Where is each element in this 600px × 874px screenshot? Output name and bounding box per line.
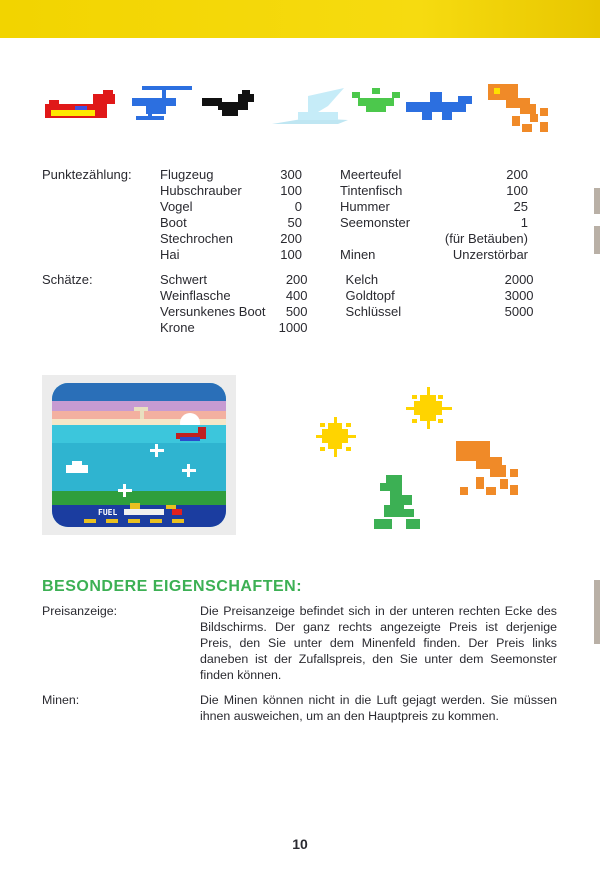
item-name: Hummer (340, 199, 390, 214)
item-points: 1 (520, 215, 528, 230)
item-points: (für Betäuben) (444, 231, 528, 246)
page-edge (594, 580, 600, 644)
item-points: 300 (280, 167, 302, 182)
game-screenshot (42, 375, 236, 535)
item-points: 3000 (504, 288, 534, 303)
item-points: 5000 (504, 304, 534, 319)
sun-icon (316, 417, 356, 457)
scoring-table (42, 167, 528, 263)
item-name: Vogel (160, 199, 193, 214)
table-row (42, 288, 534, 304)
anglerfish-icon (456, 441, 518, 495)
anglerfish-icon (486, 84, 552, 134)
feature-price-display (42, 603, 557, 683)
table-row (42, 231, 528, 247)
table-row (42, 199, 528, 215)
item-points: 25 (513, 199, 528, 214)
page-edge (594, 226, 600, 254)
sun-icon (406, 387, 452, 429)
feature-text: Die Preisanzeige befindet sich in der unteren rechten Ecke des Bildschirms. Der ganz rechts angezeigte Preis ist derjenige Preis, den Sie unter dem Minenfeld finden. Der Preis links daneben ist der Zufallspreis, den Sie unter dem Seemonster finden können. (200, 604, 557, 682)
section-label (42, 215, 160, 231)
section-label: Punktezählung: (42, 167, 132, 182)
features-heading: BESONDERE EIGENSCHAFTEN: (42, 578, 303, 595)
fuel-label: FUEL (98, 508, 118, 517)
column-gap (308, 320, 346, 336)
section-label (42, 320, 160, 336)
table-row (42, 183, 528, 199)
item-points: 100 (280, 247, 302, 262)
item-points: 200 (506, 167, 528, 182)
column-gap (302, 215, 340, 231)
item-name: Hai (160, 247, 180, 262)
feature-term: Minen: (42, 693, 80, 707)
column-gap (308, 272, 346, 288)
item-name: Schlüssel (345, 304, 402, 319)
item-name: Stechrochen (160, 231, 233, 246)
item-points: 50 (287, 215, 302, 230)
bird-icon (202, 90, 258, 118)
item-points: 0 (294, 199, 302, 214)
column-gap (302, 231, 340, 247)
table-row (42, 320, 534, 336)
column-gap (302, 167, 340, 183)
feature-term: Preisanzeige: (42, 604, 118, 618)
item-name: Weinflasche (160, 288, 231, 303)
table-row (42, 247, 528, 263)
item-points: 400 (285, 288, 308, 303)
column-gap (308, 288, 346, 304)
section-label: Schätze: (42, 272, 93, 287)
section-label (42, 199, 160, 215)
game-screen (52, 383, 226, 527)
section-label (42, 183, 160, 199)
column-gap (302, 199, 340, 215)
yellow-banner (0, 0, 600, 38)
airplane-icon (45, 90, 117, 126)
section-label (42, 231, 160, 247)
table-row (42, 167, 528, 183)
item-name: Minen (340, 247, 376, 262)
helicopter-icon (132, 86, 196, 126)
feature-text: Die Minen können nicht in die Luft gejagt werden. Sie müssen ihnen ausweichen, um an den Hauptpreis zu kommen. (200, 693, 557, 723)
item-name (340, 231, 430, 247)
item-points: 200 (285, 272, 308, 287)
item-name: Kelch (345, 272, 379, 287)
table-row (42, 304, 534, 320)
boat-icon (268, 88, 350, 126)
creature-illustration (310, 385, 530, 545)
item-points: 2000 (504, 272, 534, 287)
shark-icon (406, 88, 474, 122)
stingray-icon (352, 88, 400, 118)
item-points: 100 (506, 183, 528, 198)
item-name (346, 320, 436, 336)
item-name: Versunkenes Boot (160, 304, 266, 319)
section-label (42, 288, 160, 304)
section-label (42, 304, 160, 320)
item-name: Seemonster (340, 215, 411, 230)
item-name: Flugzeug (160, 167, 214, 182)
item-name: Goldtopf (345, 288, 395, 303)
item-name: Krone (160, 320, 195, 335)
item-points (436, 320, 534, 336)
column-gap (308, 304, 346, 320)
seamonster-icon (374, 475, 420, 529)
item-name: Hubschrauber (160, 183, 242, 198)
item-points: 1000 (278, 320, 308, 335)
table-row (42, 215, 528, 231)
page-number: 10 (292, 836, 308, 852)
item-name: Boot (160, 215, 187, 230)
enemy-sprite-row (40, 84, 560, 134)
column-gap (302, 183, 340, 199)
treasures-table (42, 272, 534, 336)
item-points: 500 (285, 304, 308, 319)
feature-mines (42, 692, 557, 740)
item-name: Schwert (160, 272, 207, 287)
item-name: Tintenfisch (340, 183, 403, 198)
item-points: 100 (280, 183, 302, 198)
table-row (42, 272, 534, 288)
section-label (42, 247, 160, 263)
page-edge (594, 188, 600, 214)
item-points: Unzerstörbar (452, 247, 528, 262)
column-gap (302, 247, 340, 263)
item-name: Meerteufel (340, 167, 402, 182)
item-points: 200 (280, 231, 302, 246)
